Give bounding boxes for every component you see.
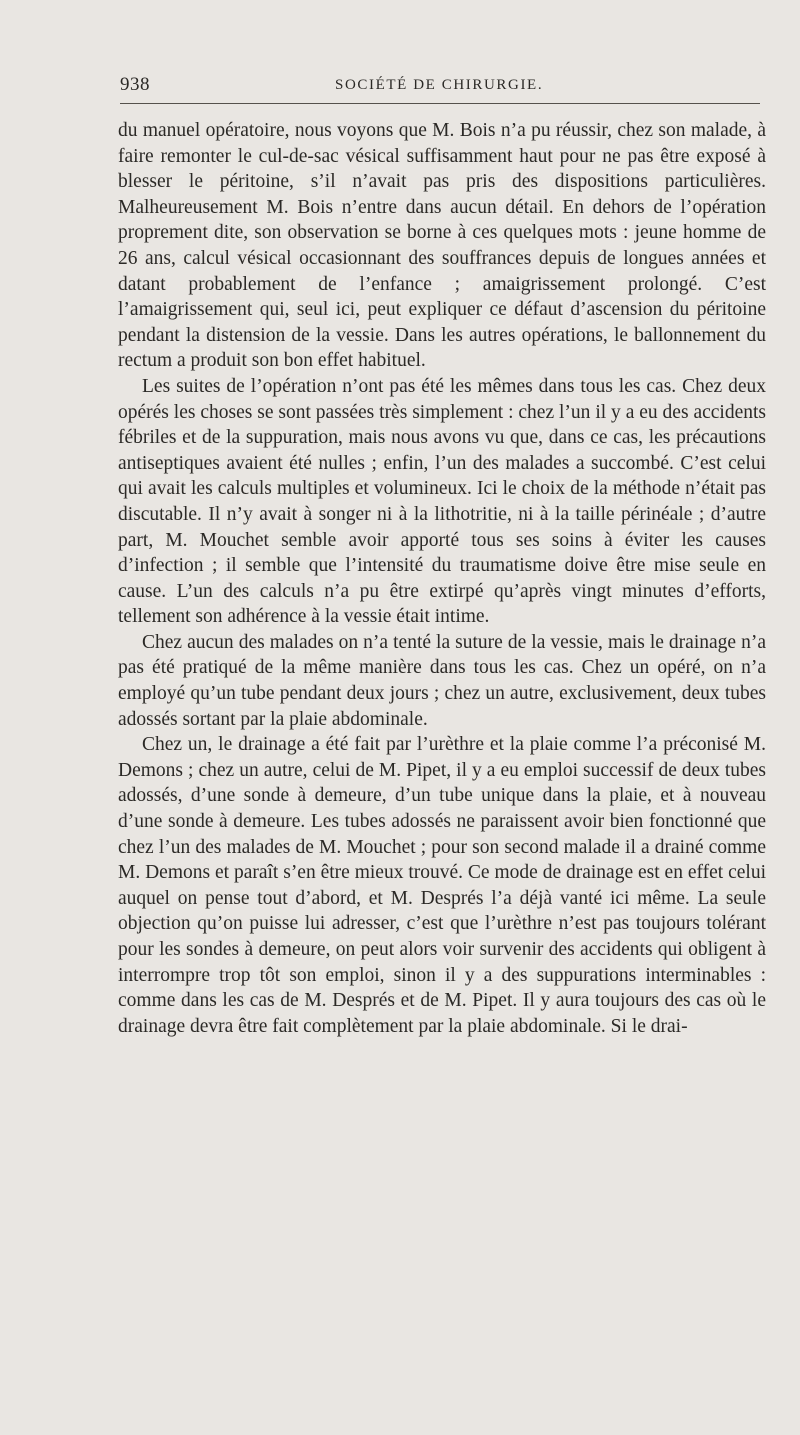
paragraph-4: Chez un, le drainage a été fait par l’urèthre et la plaie comme l’a préconisé M. Demons ; chez un autre, celui de M. Pipet, il y a eu emploi successif de deux tubes adossés, d’une sonde à demeure, d’un tube unique dans la plaie, et à nouveau d’une sonde à demeure. Les tubes adossés ne paraissent avoir bien fonctionné que chez l’un des malades de M. Mouchet ; pour son second malade il a drainé comme M. Demons et paraît s’en être mieux trouvé. Ce mode de drainage est en effet celui auquel on pense tout d’abord, et M. Després l’a déjà vanté ici même. La seule objection qu’on puisse lui adresser, c’est que l’urèthre n’est pas toujours tolérant pour les sondes à demeure, on peut alors voir survenir des accidents qui obligent à interrompre trop tôt son emploi, sinon il y a des suppurations interminables : comme dans les cas de M. Després et de M. Pipet. Il y aura toujours des cas où le drainage devra être fait complètement par la plaie abdominale. Si le drai- [118, 734, 766, 1037]
paragraph-2: Les suites de l’opération n’ont pas été les mêmes dans tous les cas. Chez deux opérés les choses se sont passées très simplement : chez l’un il y a eu des accidents fébriles et de la suppuration, mais nous avons vu que, dans ce cas, les précautions antiseptiques avaient été nulles ; enfin, l’un des malades a succombé. C’est celui qui avait les calculs multiples et volumineux. Ici le choix de la méthode n’était pas discutable. Il n’y avait à songer ni à la lithotritie, ni à la taille périnéale ; d’autre part, M. Mouchet semble avoir apporté tous ses soins à éviter les causes d’infection ; il semble que l’intensité du traumatisme doive être mise seule en cause. L’un des calculs n’a pu être extirpé qu’après vingt minutes d’efforts, tellement son adhérence à la vessie était intime. [118, 375, 766, 628]
running-head [110, 70, 750, 100]
body-text [118, 118, 766, 1039]
header-rule [120, 103, 760, 104]
running-title: SOCIÉTÉ DE CHIRURGIE. [335, 77, 544, 93]
paragraph-1: du manuel opératoire, nous voyons que M. Bois n’a pu réussir, chez son malade, à faire remonter le cul-de-sac vésical suffisamment haut pour ne pas être exposé à blesser le péritoine, s’il n’avait pas pris des dispositions particulières. Malheureusement M. Bois n’entre dans aucun détail. En dehors de l’opération proprement dite, son observation se borne à ces quelques mots : jeune homme de 26 ans, calcul vésical occasionnant des souffrances depuis de longues années et datant probablement de l’enfance ; amaigrissement prolongé. C’est l’amaigrissement qui, seul ici, peut expliquer ce défaut d’ascension du péritoine pendant la distension de la vessie. Dans les autres opérations, le ballonnement du rectum a produit son bon effet habituel. [118, 120, 766, 372]
paragraph-3: Chez aucun des malades on n’a tenté la suture de la vessie, mais le drainage n’a pas été pratiqué de la même manière dans tous les cas. Chez un opéré, on n’a employé qu’un tube pendant deux jours ; chez un autre, exclusivement, deux tubes adossés sortant par la plaie abdominale. [118, 631, 766, 730]
page-number: 938 [120, 74, 150, 95]
